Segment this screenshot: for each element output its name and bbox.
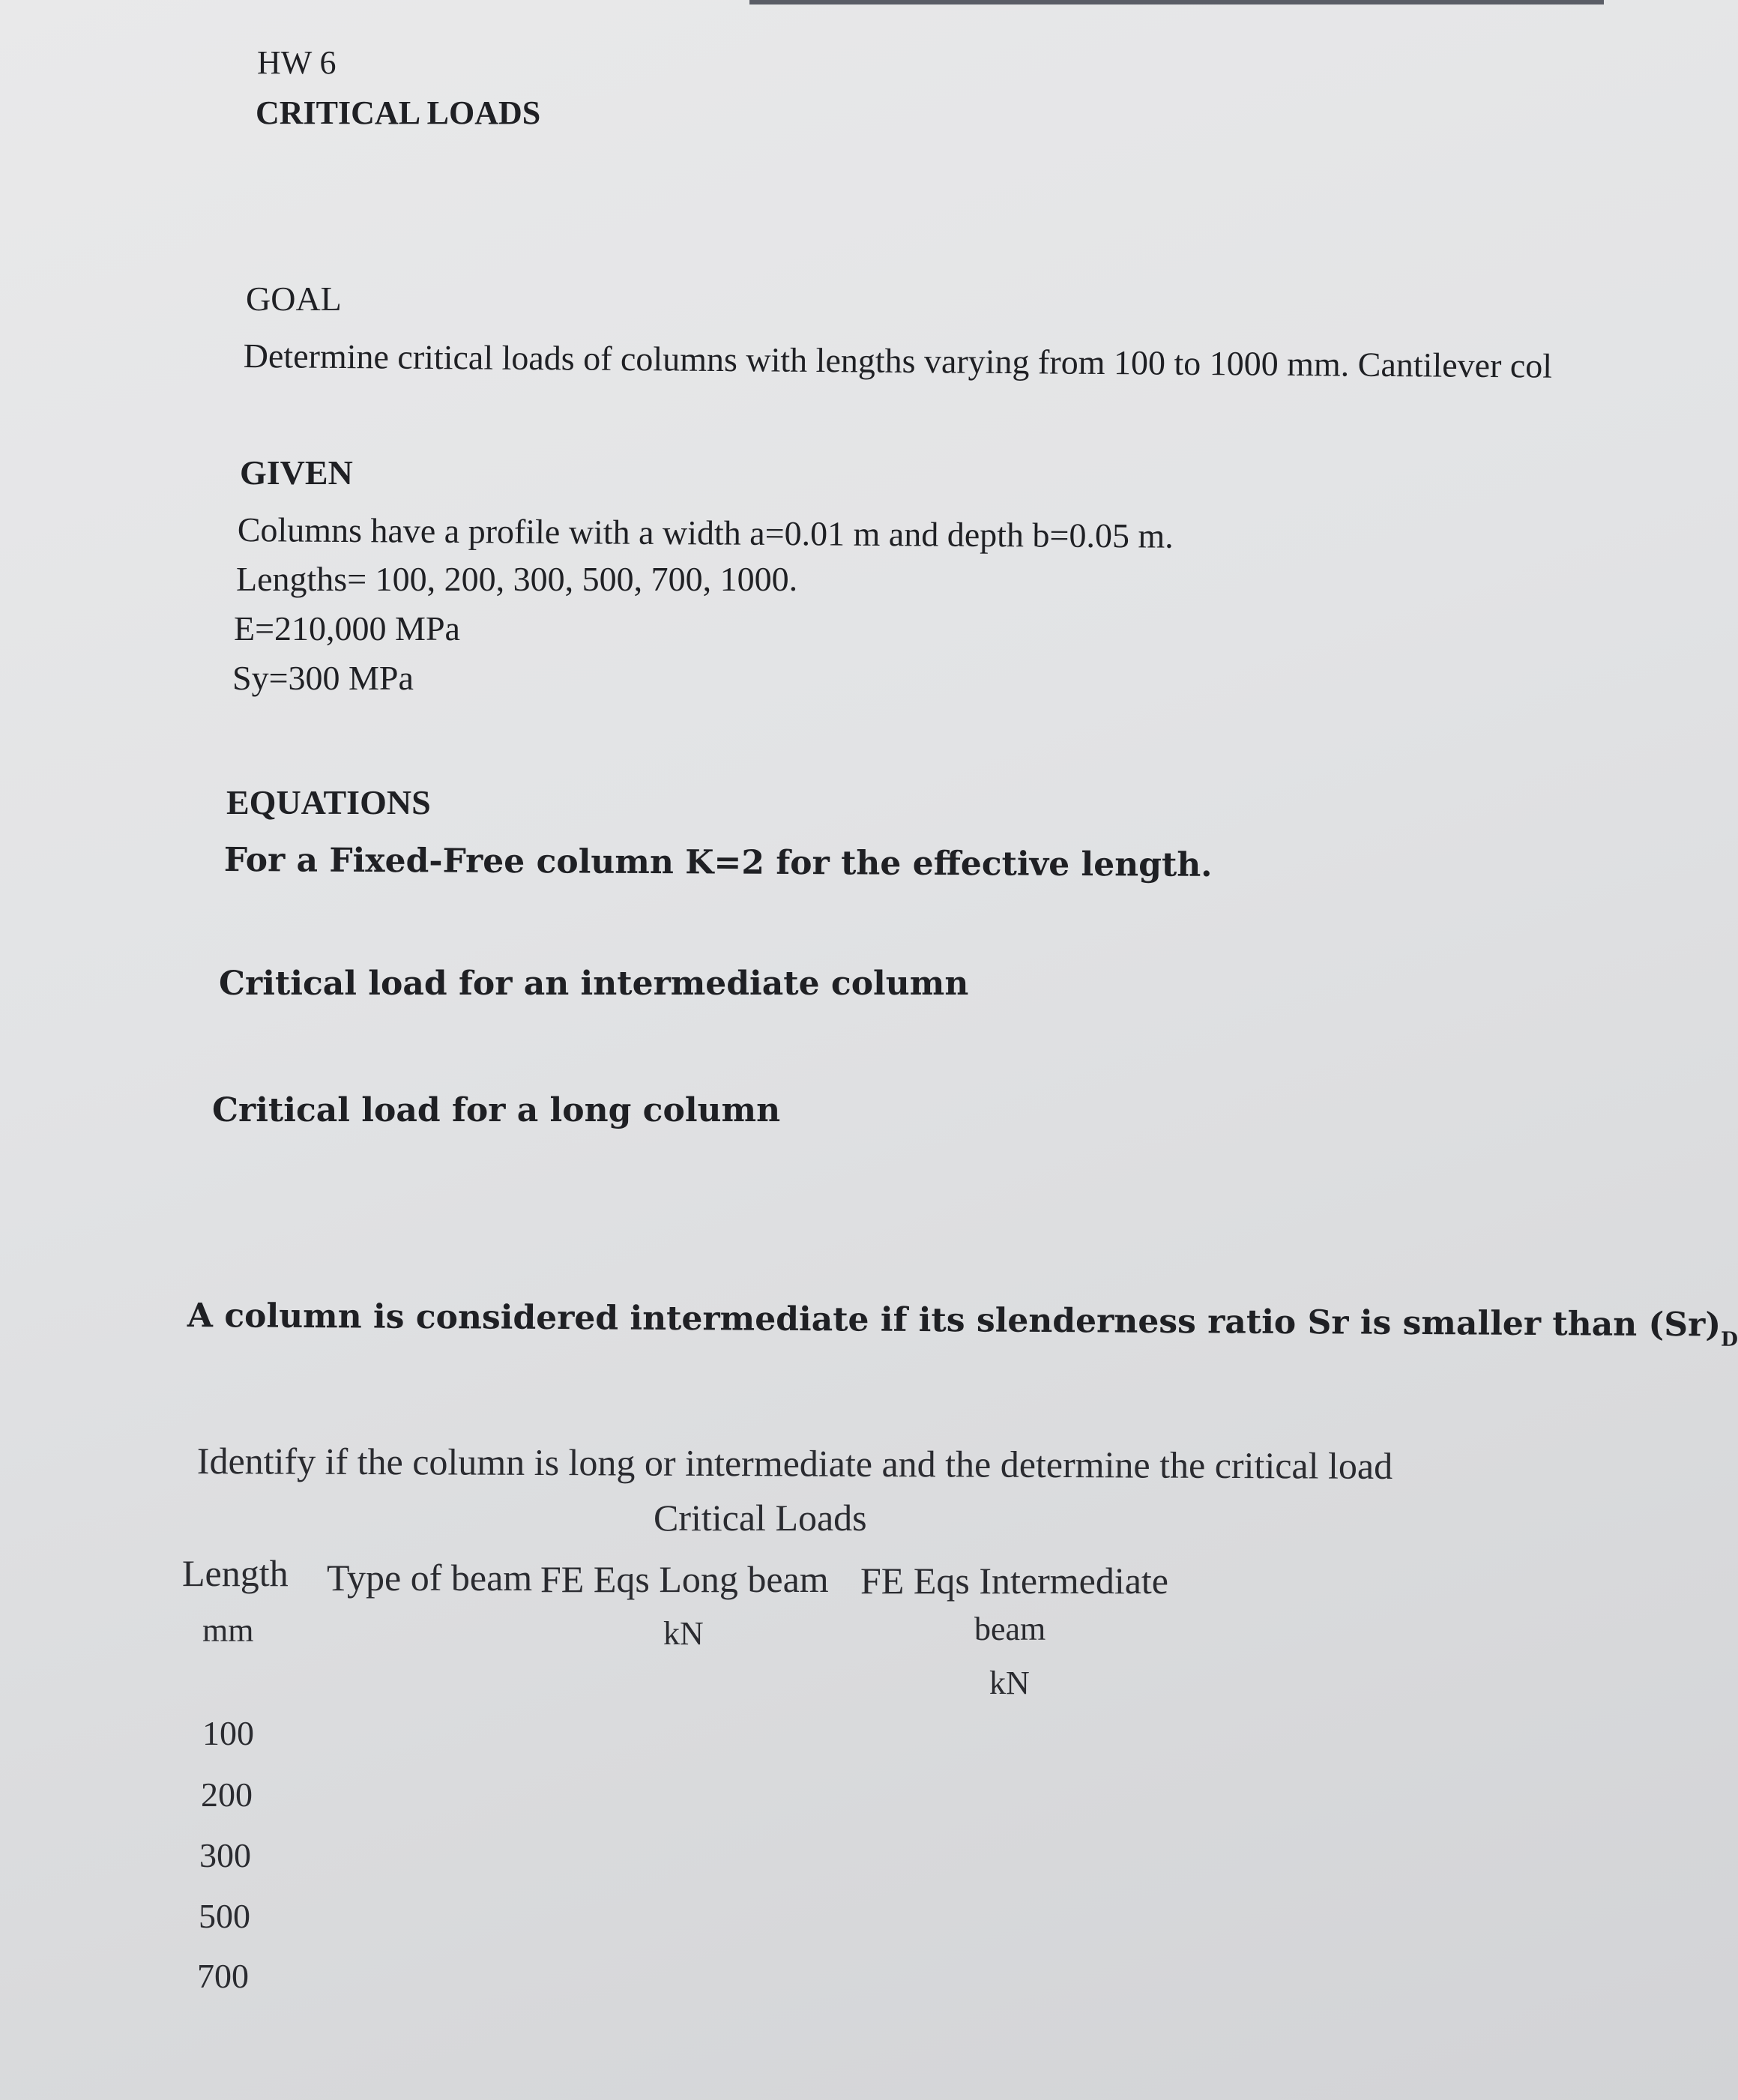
given-yield-line: Sy=300 MPa [232,659,414,697]
instruction-text: Identify if the column is long or intermediate and the determine the critical load [196,1440,1393,1487]
col-fe-intermediate-header-2: beam [974,1611,1046,1647]
fixed-free-text: For a Fixed-Free column K=2 for the effective length. [223,841,1213,884]
given-modulus-line: E=210,000 MPa [234,609,460,648]
critical-loads-header: Critical Loads [654,1497,867,1539]
goal-text: Determine critical loads of columns with lengths varying from 100 to 1000 mm. Cantilever col [243,336,1553,385]
given-lengths-line: Lengths= 100, 200, 300, 500, 700, 1000. [236,560,798,598]
equations-heading: EQUATIONS [226,783,431,821]
given-profile-line: Columns have a profile with a width a=0.01 m and depth b=0.05 m. [237,510,1174,555]
homework-label: HW 6 [257,44,337,81]
table-row-length: 500 [199,1897,250,1935]
goal-heading: GOAL [246,280,342,318]
table-row-length: 700 [197,1957,249,1995]
unit-long: kN [663,1615,704,1652]
col-length-header: Length [182,1552,289,1594]
top-edge-bar [749,0,1604,4]
col-type-header: Type of beam [327,1557,533,1599]
unit-length: mm [202,1612,254,1649]
criterion-text: A column is considered intermediate if its slenderness ratio Sr is smaller than (Sr) [187,1297,1722,1345]
intermediate-column-label: Critical load for an intermediate column [219,965,969,1003]
col-fe-intermediate-header: FE Eqs Intermediate [860,1560,1168,1602]
long-column-label: Critical load for a long column [212,1091,781,1129]
given-heading: GIVEN [240,453,353,492]
unit-intermediate: kN [989,1665,1030,1701]
page-title: CRITICAL LOADS [256,94,541,131]
col-fe-long-header: FE Eqs Long beam [540,1558,829,1600]
table-row-length: 300 [199,1836,251,1874]
slenderness-criterion [187,1297,1738,1351]
table-row-length: 200 [201,1775,253,1814]
table-row-length: 100 [202,1714,254,1752]
criterion-subscript: D [1720,1327,1738,1351]
